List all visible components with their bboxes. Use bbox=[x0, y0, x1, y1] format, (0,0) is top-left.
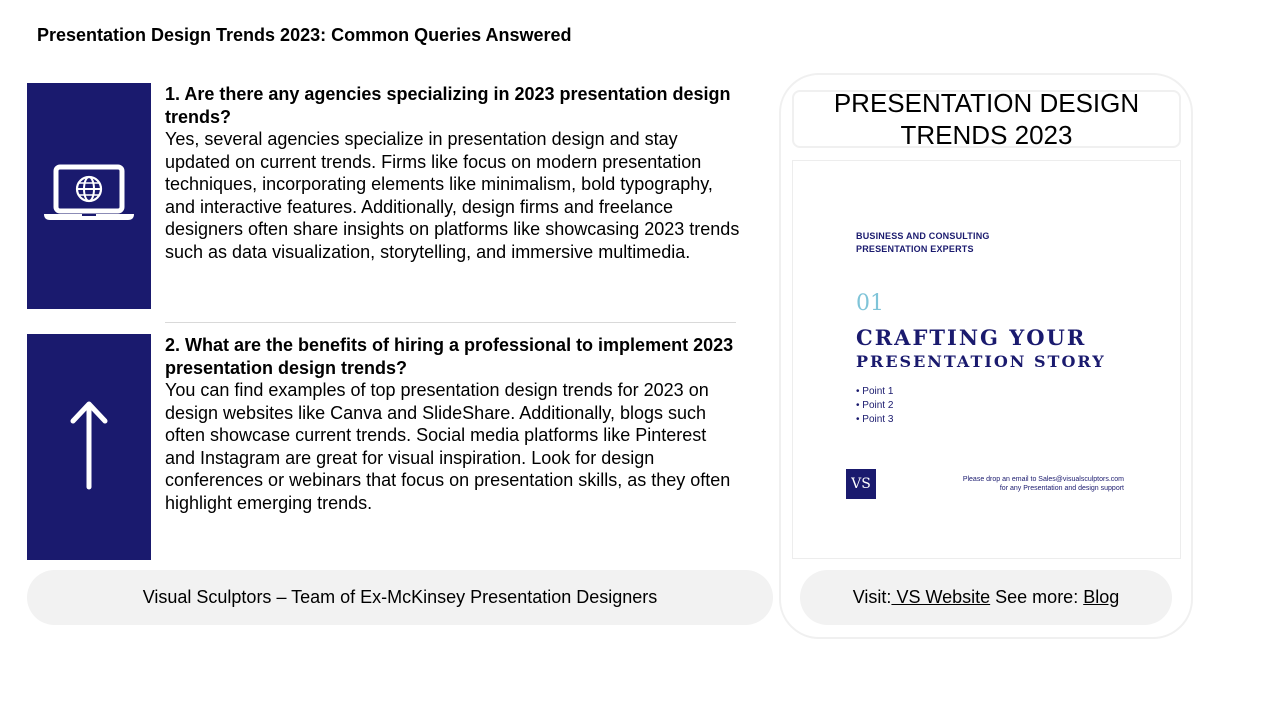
vs-logo: VS bbox=[846, 469, 876, 499]
slide-kicker bbox=[856, 230, 990, 256]
faq-question: 2. What are the benefits of hiring a professional to implement 2023 presentation design trends? bbox=[165, 335, 734, 378]
faq-item-2 bbox=[165, 334, 740, 514]
faq-divider bbox=[165, 322, 736, 323]
slide-heading bbox=[856, 325, 1106, 371]
faq-question: 1. Are there any agencies specializing in 2023 presentation design trends? bbox=[165, 84, 731, 127]
vs-website-link[interactable]: VS Website bbox=[891, 587, 991, 607]
slide-contact-line: for any Presentation and design support bbox=[999, 485, 1124, 492]
faq-2-icon-panel bbox=[27, 334, 151, 560]
slide-point: • Point 2 bbox=[856, 399, 893, 413]
see-more-label: See more: bbox=[990, 587, 1084, 607]
faq-1-icon-panel bbox=[27, 83, 151, 309]
faq-answer: You can find examples of top presentation design trends for 2023 on design websites like Canva and SlideShare. Additionally, blogs such often showcase current trends. Social media platforms like Pinterest and Instagram are great for visual inspiration. Look for design conferences or webinars that focus on presentation skills, as they often highlight emerging trends. bbox=[165, 380, 731, 513]
slide-kicker-line: PRESENTATION EXPERTS bbox=[856, 244, 974, 254]
laptop-globe-icon bbox=[42, 164, 136, 229]
slide-number: 01 bbox=[856, 291, 884, 316]
visit-label: Visit: bbox=[852, 587, 892, 607]
company-banner: Visual Sculptors – Team of Ex-McKinsey Presentation Designers bbox=[27, 570, 773, 625]
visit-links-bar bbox=[800, 570, 1172, 625]
phone-title: PRESENTATION DESIGN TRENDS 2023 bbox=[792, 90, 1181, 148]
slide-heading-line: PRESENTATION STORY bbox=[856, 352, 1106, 371]
slide-contact-note bbox=[944, 475, 1124, 493]
arrow-up-icon bbox=[69, 399, 109, 496]
slide-preview bbox=[792, 160, 1181, 559]
page-title: Presentation Design Trends 2023: Common Queries Answered bbox=[37, 25, 572, 45]
slide-points-list bbox=[856, 385, 893, 427]
faq-answer: Yes, several agencies specialize in presentation design and stay updated on current trends. Firms like focus on modern presentation techniques, incorporating elements like minimalism, bold typography, and interactive features. Additionally, design firms and freelance designers often share insights on platforms like showcasing 2023 trends such as data visualization, storytelling, and immersive multimedia. bbox=[165, 129, 740, 262]
slide-contact-line: Please drop an email to Sales@visualsculptors.com bbox=[962, 476, 1124, 483]
slide-heading-line: CRAFTING YOUR bbox=[856, 325, 1087, 350]
slide-kicker-line: BUSINESS AND CONSULTING bbox=[856, 231, 990, 241]
slide-point: • Point 3 bbox=[856, 413, 893, 427]
faq-item-1 bbox=[165, 83, 740, 263]
slide-point: • Point 1 bbox=[856, 385, 893, 399]
blog-link[interactable]: Blog bbox=[1083, 587, 1120, 607]
